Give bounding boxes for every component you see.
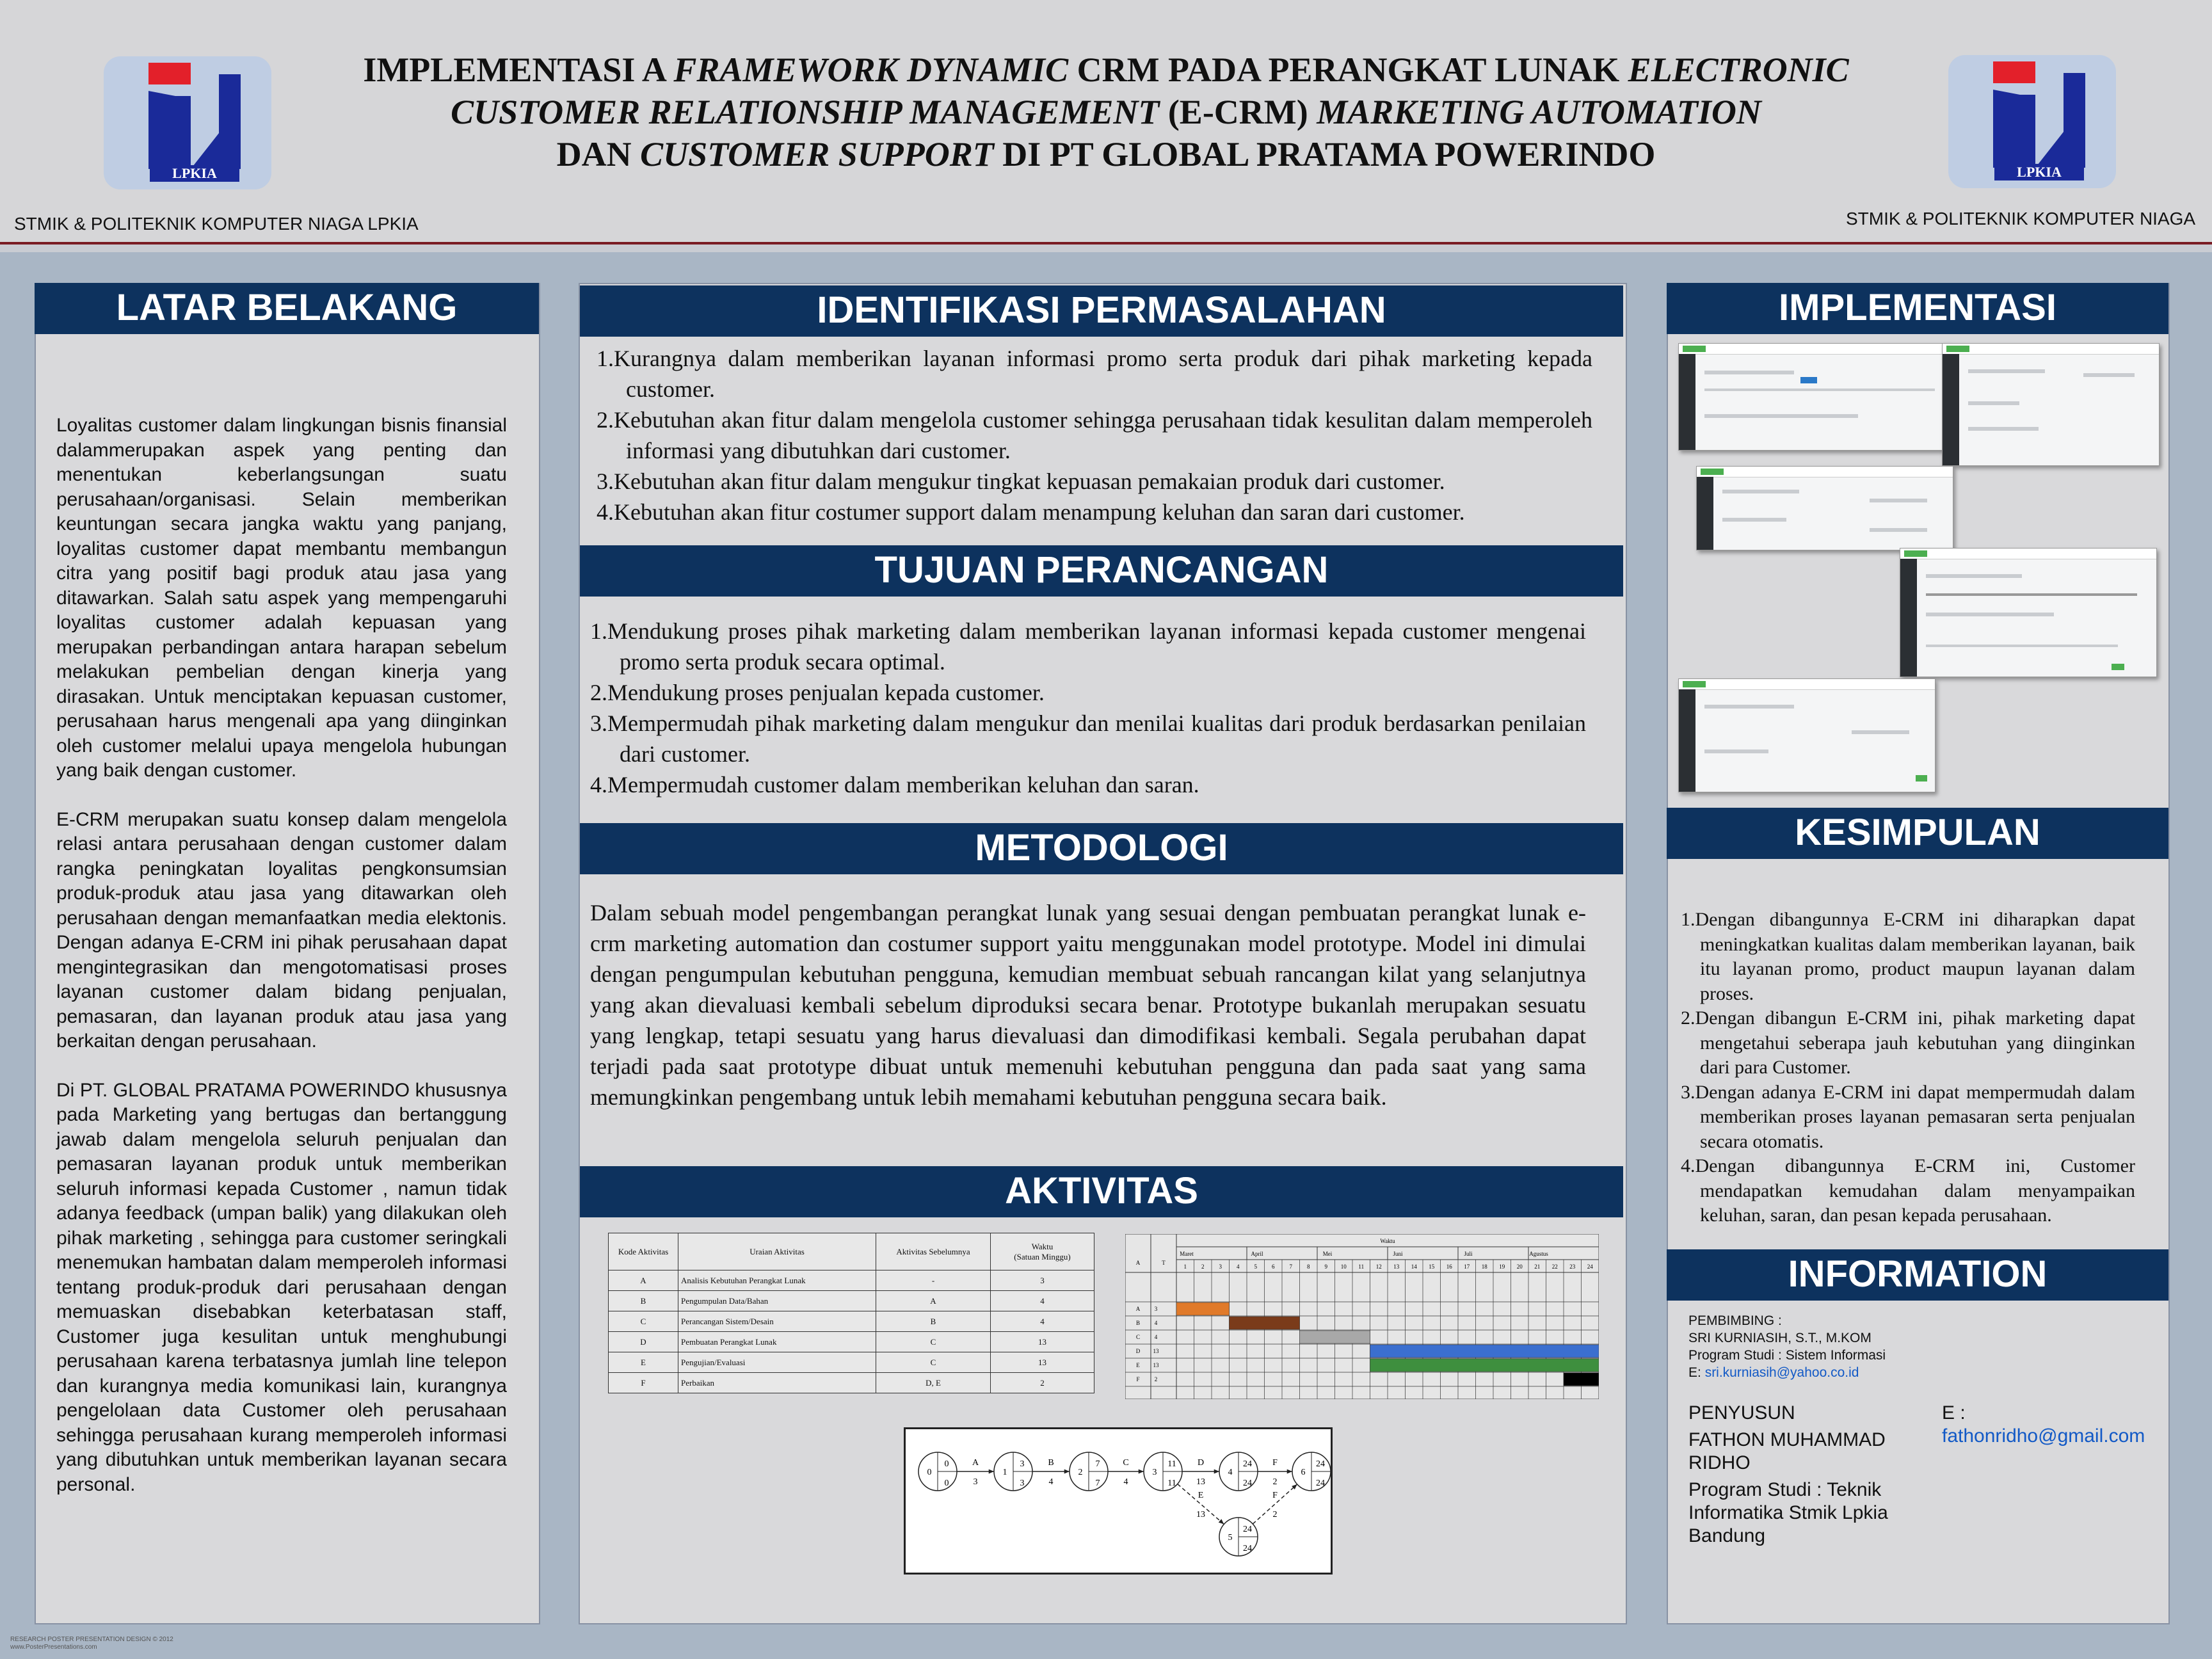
institution-right: STMIK & POLITEKNIK KOMPUTER NIAGA <box>1846 209 2196 228</box>
footer-credit: RESEARCH POSTER PRESENTATION DESIGN © 2012 www.PosterPresentations.com <box>10 1636 173 1651</box>
table-cell: D <box>609 1332 678 1352</box>
penyusun-email-block <box>1942 1402 2160 1448</box>
network-arrowhead <box>1287 1469 1292 1473</box>
latar-belakang-heading: LATAR BELAKANG <box>35 283 539 334</box>
network-duration-label: 2 <box>1272 1510 1278 1519</box>
table-cell: 4 <box>991 1311 1094 1332</box>
gantt-month-label: Juli <box>1464 1251 1473 1257</box>
gantt-row-duration: 13 <box>1153 1348 1159 1354</box>
activity-table <box>608 1233 1094 1393</box>
gantt-week-label: 13 <box>1393 1263 1400 1270</box>
network-activity-label: B <box>1048 1458 1054 1468</box>
tujuan-item: 3.Mempermudah pihak marketing dalam mengukur dan menilai kualitas dari produk berdasarkan penilaian dari customer. <box>590 710 1586 767</box>
tujuan-list <box>590 616 1586 800</box>
gantt-week-label: 1 <box>1183 1263 1187 1270</box>
network-duration-label: 13 <box>1196 1477 1205 1487</box>
table-cell: A <box>876 1291 991 1311</box>
gantt-row-activity: D <box>1135 1348 1141 1354</box>
latar-paragraph-1: Loyalitas customer dalam lingkungan bisnis finansial dalammerupakan aspek yang penting dan menentukan keberlangsungan suatu perusahaan/organisasi. Selain memberikan keuntungan secara jangka waktu yang panjang, loyalitas customer dapat membantu membangun citra yang positif bagi produk atau jasa yang ditawarkan. Salah satu aspek yang mempengaruhi loyalitas customer adalah kepuasan yang merupakan perbandingan antara harapan sebelum melakukan pembelian dengan kinerja yang dirasakan. Untuk menciptakan kepuasan customer, perusahaan harus mengenali apa yang diinginkan oleh customer melalui upaya mengelola hubungan yang baik dengan customer. <box>56 415 507 781</box>
gantt-week-label: 10 <box>1340 1263 1347 1270</box>
penyusun-prodi: Program Studi : Teknik Informatika Stmik Lpkia Bandung <box>1688 1479 1888 1546</box>
network-arrowhead <box>1139 1469 1144 1473</box>
gantt-week-label: 2 <box>1201 1263 1205 1270</box>
network-node-es: 24 <box>1243 1459 1252 1469</box>
poster-title: IMPLEMENTASI A FRAMEWORK DYNAMIC CRM PADA PERANGKAT LUNAK ELECTRONIC CUSTOMER RELATIONSHIP MANAGEMENT (E-CRM) MARKETING AUTOMATION DAN CUSTOMER SUPPORT DI PT GLOBAL PRATAMA POWERINDO <box>363 51 1849 173</box>
network-duration-label: 2 <box>1272 1477 1278 1487</box>
identifikasi-item: 3.Kebutuhan akan fitur dalam mengukur tingkat kepuasan pemakaian produk dari customer. <box>597 469 1445 494</box>
gantt-bar <box>1370 1359 1599 1372</box>
network-activity-label: F <box>1272 1491 1278 1500</box>
gantt-row-duration: 4 <box>1154 1320 1158 1326</box>
network-node-es: 7 <box>1095 1459 1100 1469</box>
gantt-week-label: 11 <box>1358 1263 1365 1270</box>
kesimpulan-item: 4.Dengan dibangunnya E-CRM ini, Customer mendapatkan kemudahan dalam menyampaikan keluhan, saran, dan pesan kepada perusahaan. <box>1681 1155 2135 1226</box>
gantt-bar <box>1370 1345 1599 1358</box>
gantt-week-label: 15 <box>1429 1263 1435 1270</box>
network-node-es: 24 <box>1316 1459 1325 1469</box>
table-row <box>609 1373 1094 1393</box>
network-arrowhead <box>1214 1469 1219 1473</box>
network-node-es: 24 <box>1243 1525 1252 1534</box>
tujuan-item: 2.Mendukung proses penjualan kepada customer. <box>590 680 1045 705</box>
pembimbing-prodi: Program Studi : Sistem Informasi <box>1688 1348 1886 1363</box>
aktivitas-heading: AKTIVITAS <box>580 1166 1623 1217</box>
table-header: Aktivitas Sebelumnya <box>876 1233 991 1270</box>
pembimbing-label: PEMBIMBING : <box>1688 1313 1782 1328</box>
network-node-lf: 7 <box>1095 1479 1100 1488</box>
gantt-week-label: 8 <box>1307 1263 1310 1270</box>
gantt-week-label: 14 <box>1411 1263 1417 1270</box>
gantt-label: Waktu <box>1380 1238 1395 1244</box>
table-row <box>609 1291 1094 1311</box>
network-node-number: 4 <box>1228 1468 1233 1477</box>
gantt-month-label: Agustus <box>1529 1251 1548 1257</box>
screenshot-dashboard <box>1678 343 1948 451</box>
identifikasi-item: 1.Kurangnya dalam memberikan layanan informasi promo serta produk dari pihak marketing kepada customer. <box>597 346 1592 402</box>
kesimpulan-item: 2.Dengan dibangun E-CRM ini, pihak marketing dapat mengetahui seberapa jauh kebutuhan yang diinginkan dari para Customer. <box>1681 1007 2135 1078</box>
penyusun-name: FATHON MUHAMMAD RIDHO <box>1688 1429 1886 1473</box>
identifikasi-list <box>597 343 1592 527</box>
identifikasi-item: 2.Kebutuhan akan fitur dalam mengelola customer sehingga perusahaan tidak kesulitan dalam memperoleh informasi yang dibutuhkan dari customer. <box>597 407 1592 463</box>
gantt-row-duration: 13 <box>1153 1362 1159 1368</box>
table-cell: Pembuatan Perangkat Lunak <box>678 1332 876 1352</box>
network-arrowhead <box>1064 1469 1070 1473</box>
gantt-label: A <box>1135 1260 1141 1266</box>
gantt-month-label: Juni <box>1393 1251 1403 1257</box>
gantt-month-label: April <box>1251 1251 1263 1257</box>
network-node-lf: 0 <box>944 1479 949 1488</box>
gantt-row-activity: C <box>1135 1334 1141 1340</box>
tujuan-item: 1.Mendukung proses pihak marketing dalam memberikan layanan informasi kepada customer mengenai promo serta produk secara optimal. <box>590 618 1586 675</box>
network-node-lf: 24 <box>1243 1479 1252 1488</box>
gantt-week-label: 16 <box>1446 1263 1452 1270</box>
latar-belakang-text <box>56 413 507 1521</box>
network-activity-label: C <box>1123 1458 1129 1468</box>
gantt-week-label: 21 <box>1534 1263 1541 1270</box>
table-cell: 13 <box>991 1332 1094 1352</box>
gantt-week-label: 23 <box>1569 1263 1576 1270</box>
table-header: Uraian Aktivitas <box>678 1233 876 1270</box>
latar-paragraph-3: Di PT. GLOBAL PRATAMA POWERINDO khususnya pada Marketing yang bertugas dan bertanggung jawab dalam mengelola seluruh penjualan dan pemasaran layanan produk untuk memberikan seluruh informasi kepada Customer , namun tidak adanya feedback (umpan balik) yang dilakukan oleh pihak marketing , sehingga para customer seringkali menemukan hambatan dalam memperoleh informasi tentang produk-produk dari perusahaan dengan memuaskan disebabkan keterbatasan staff, Customer juga kesulitan untuk menghubungi perusahaan karena terbatasnya jumlah line telepon dan kurangnya media komunikasi lain, kurangnya pengelolaan data Customer oleh perusahaan sehingga perusahaan kurang memperoleh informasi yang dibutuhkan untuk memberikan layanan secara personal. <box>56 1079 507 1495</box>
network-activity-label: D <box>1197 1458 1205 1468</box>
lpkia-logo-icon <box>104 56 271 189</box>
latar-paragraph-2: E-CRM merupakan suatu konsep dalam mengelola relasi antara perusahaan dengan customer dalam rangka peningkatan loyalitas pengkonsumsian produk-produk atau jasa yang ditawarkan oleh perusahaan dengan memanfaatkan media elektonis. Dengan adanya E-CRM ini pihak perusahaan dapat mengintegrasikan dan mengotomatisasi proses layanan customer dalam bidang penjualan, pemasaran, dan layanan produk atau jasa yang berkaitan dengan perusahaan. <box>56 808 507 1052</box>
penyusun-block <box>1688 1402 1919 1548</box>
kesimpulan-item: 1.Dengan dibangunnya E-CRM ini diharapkan dapat meningkatkan kualitas dalam memberikan layanan, baik itu layanan promo, product maupun layanan dalam proses. <box>1681 909 2135 1004</box>
table-cell: - <box>876 1270 991 1291</box>
gantt-week-label: 4 <box>1237 1263 1240 1270</box>
gantt-month-label: Mei <box>1322 1251 1333 1257</box>
network-node-number: 3 <box>1152 1468 1157 1477</box>
gantt-week-label: 22 <box>1551 1263 1558 1270</box>
gantt-row-activity: F <box>1136 1376 1140 1382</box>
table-cell: 13 <box>991 1352 1094 1373</box>
kesimpulan-item: 3.Dengan adanya E-CRM ini dapat mempermudah dalam memberikan proses layanan pemasaran serta penjualan secara otomatis. <box>1681 1081 2135 1152</box>
network-arrowhead <box>989 1469 994 1473</box>
network-node-number: 2 <box>1078 1468 1083 1477</box>
gantt-label: T <box>1162 1260 1166 1266</box>
logo-right <box>1948 55 2116 188</box>
kesimpulan-heading: KESIMPULAN <box>1667 808 2168 859</box>
gantt-week-label: 17 <box>1464 1263 1470 1270</box>
network-node-number: 6 <box>1301 1468 1306 1477</box>
pembimbing-email-link[interactable]: sri.kurniasih@yahoo.co.id <box>1704 1365 1859 1380</box>
table-cell: 3 <box>991 1270 1094 1291</box>
gantt-row-duration: 2 <box>1154 1376 1158 1382</box>
table-row <box>609 1332 1094 1352</box>
gantt-bar <box>1230 1317 1300 1329</box>
penyusun-label: PENYUSUN <box>1688 1402 1795 1423</box>
table-cell: 4 <box>991 1291 1094 1311</box>
network-duration-label: 13 <box>1196 1510 1205 1519</box>
institution-left: STMIK & POLITEKNIK KOMPUTER NIAGA LPKIA <box>14 214 419 234</box>
network-duration-label: 3 <box>973 1477 978 1487</box>
network-node-number: 5 <box>1228 1533 1233 1543</box>
table-row <box>609 1311 1094 1332</box>
network-duration-label: 4 <box>1048 1477 1054 1487</box>
poster-header <box>0 0 2212 244</box>
network-node-lf: 11 <box>1167 1479 1176 1488</box>
svg-text:LPKIA: LPKIA <box>2017 164 2062 180</box>
table-cell: Pengumpulan Data/Bahan <box>678 1291 876 1311</box>
network-node-lf: 24 <box>1243 1544 1252 1553</box>
screenshot-form-1 <box>1942 343 2160 466</box>
table-cell: A <box>609 1270 678 1291</box>
information-heading: INFORMATION <box>1667 1249 2168 1301</box>
screenshot-form-2 <box>1696 466 1953 550</box>
header-strip <box>0 244 2212 252</box>
gantt-bar <box>1176 1302 1230 1315</box>
svg-text:LPKIA: LPKIA <box>172 165 217 181</box>
gantt-week-label: 9 <box>1324 1263 1327 1270</box>
gantt-row-duration: 4 <box>1154 1334 1158 1340</box>
table-header: Waktu (Satuan Minggu) <box>991 1233 1094 1270</box>
gantt-week-label: 6 <box>1272 1263 1275 1270</box>
gantt-row-activity: E <box>1136 1362 1140 1368</box>
pembimbing-block <box>1688 1312 2136 1381</box>
table-row <box>609 1352 1094 1373</box>
gantt-week-label: 19 <box>1499 1263 1505 1270</box>
lpkia-logo-icon <box>1948 55 2116 188</box>
table-cell: Analisis Kebutuhan Perangkat Lunak <box>678 1270 876 1291</box>
kesimpulan-list <box>1681 908 2135 1228</box>
metodologi-text: Dalam sebuah model pengembangan perangkat lunak yang sesuai dengan pembuatan perangkat lunak e-crm marketing automation dan costumer support yaitu menggunakan model prototype. Model ini dimulai dengan pengumpulan kebutuhan pengguna, kemudian membuat sebuah rancangan kilat yang selanjutnya yang akan dievaluasi kembali sebelum diproduksi secara benar. Prototype bukanlah merupakan sesuatu yang lengkap, tetapi sesuatu yang harus dievaluasi dan dimodifikasi kembali. Segala perubahan dapat terjadi pada saat prototype dibuat untuk memenuhi kebutuhan pengguna dan pada saat yang sama memungkinkan pengembang untuk lebih memahami kebutuhan pengguna secara baik. <box>590 900 1586 1110</box>
tujuan-heading: TUJUAN PERANCANGAN <box>580 545 1623 597</box>
gantt-week-label: 18 <box>1481 1263 1487 1270</box>
pembimbing-email-label: E: <box>1688 1365 1705 1380</box>
gantt-week-label: 20 <box>1516 1263 1523 1270</box>
metodologi-heading: METODOLOGI <box>580 823 1623 874</box>
gantt-week-label: 7 <box>1289 1263 1292 1270</box>
table-cell: 2 <box>991 1373 1094 1393</box>
gantt-week-label: 24 <box>1587 1263 1593 1270</box>
tujuan-item: 4.Mempermudah customer dalam memberikan keluhan dan saran. <box>590 772 1199 797</box>
table-cell: C <box>876 1332 991 1352</box>
network-node-number: 1 <box>1002 1468 1007 1477</box>
gantt-row-activity: A <box>1135 1306 1141 1312</box>
gantt-week-label: 12 <box>1375 1263 1382 1270</box>
table-cell: Pengujian/Evaluasi <box>678 1352 876 1373</box>
pembimbing-name: SRI KURNIASIH, S.T., M.KOM <box>1688 1331 1871 1345</box>
network-node-es: 0 <box>944 1459 949 1469</box>
table-cell: D, E <box>876 1373 991 1393</box>
network-activity-label: A <box>972 1458 979 1468</box>
network-node-number: 0 <box>927 1468 932 1477</box>
penyusun-email-link[interactable]: fathonridho@gmail.com <box>1942 1425 2145 1447</box>
network-duration-label: 4 <box>1123 1477 1128 1487</box>
table-cell: Perbaikan <box>678 1373 876 1393</box>
screenshot-form-4 <box>1678 678 1936 792</box>
table-row <box>609 1270 1094 1291</box>
network-node-lf: 24 <box>1316 1479 1325 1488</box>
network-diagram <box>906 1429 1331 1573</box>
implementasi-heading: IMPLEMENTASI <box>1667 283 2168 334</box>
network-node-es: 11 <box>1167 1459 1176 1469</box>
gantt-row-activity: B <box>1135 1320 1141 1326</box>
table-cell: F <box>609 1373 678 1393</box>
network-activity-label: E <box>1198 1491 1204 1500</box>
table-header: Kode Aktivitas <box>609 1233 678 1270</box>
screenshot-form-3 <box>1900 548 2157 677</box>
table-cell: C <box>609 1311 678 1332</box>
table-cell: Perancangan Sistem/Desain <box>678 1311 876 1332</box>
penyusun-email-label: E : <box>1942 1402 1966 1423</box>
table-cell: E <box>609 1352 678 1373</box>
table-cell: B <box>876 1311 991 1332</box>
gantt-bar <box>1300 1331 1370 1343</box>
gantt-month-label: Maret <box>1180 1251 1194 1257</box>
gantt-frame <box>1125 1234 1599 1399</box>
logo-left <box>104 56 271 189</box>
identifikasi-heading: IDENTIFIKASI PERMASALAHAN <box>580 285 1623 337</box>
gantt-week-label: 3 <box>1219 1263 1222 1270</box>
gantt-row-duration: 3 <box>1154 1306 1158 1312</box>
network-node-es: 3 <box>1020 1459 1025 1469</box>
gantt-week-label: 5 <box>1254 1263 1257 1270</box>
network-node-lf: 3 <box>1020 1479 1025 1488</box>
identifikasi-item: 4.Kebutuhan akan fitur costumer support dalam menampung keluhan dan saran dari customer. <box>597 499 1465 525</box>
table-cell: C <box>876 1352 991 1373</box>
network-activity-label: F <box>1272 1458 1278 1468</box>
table-cell: B <box>609 1291 678 1311</box>
gantt-chart <box>1125 1234 1599 1399</box>
gantt-bar <box>1564 1373 1599 1386</box>
